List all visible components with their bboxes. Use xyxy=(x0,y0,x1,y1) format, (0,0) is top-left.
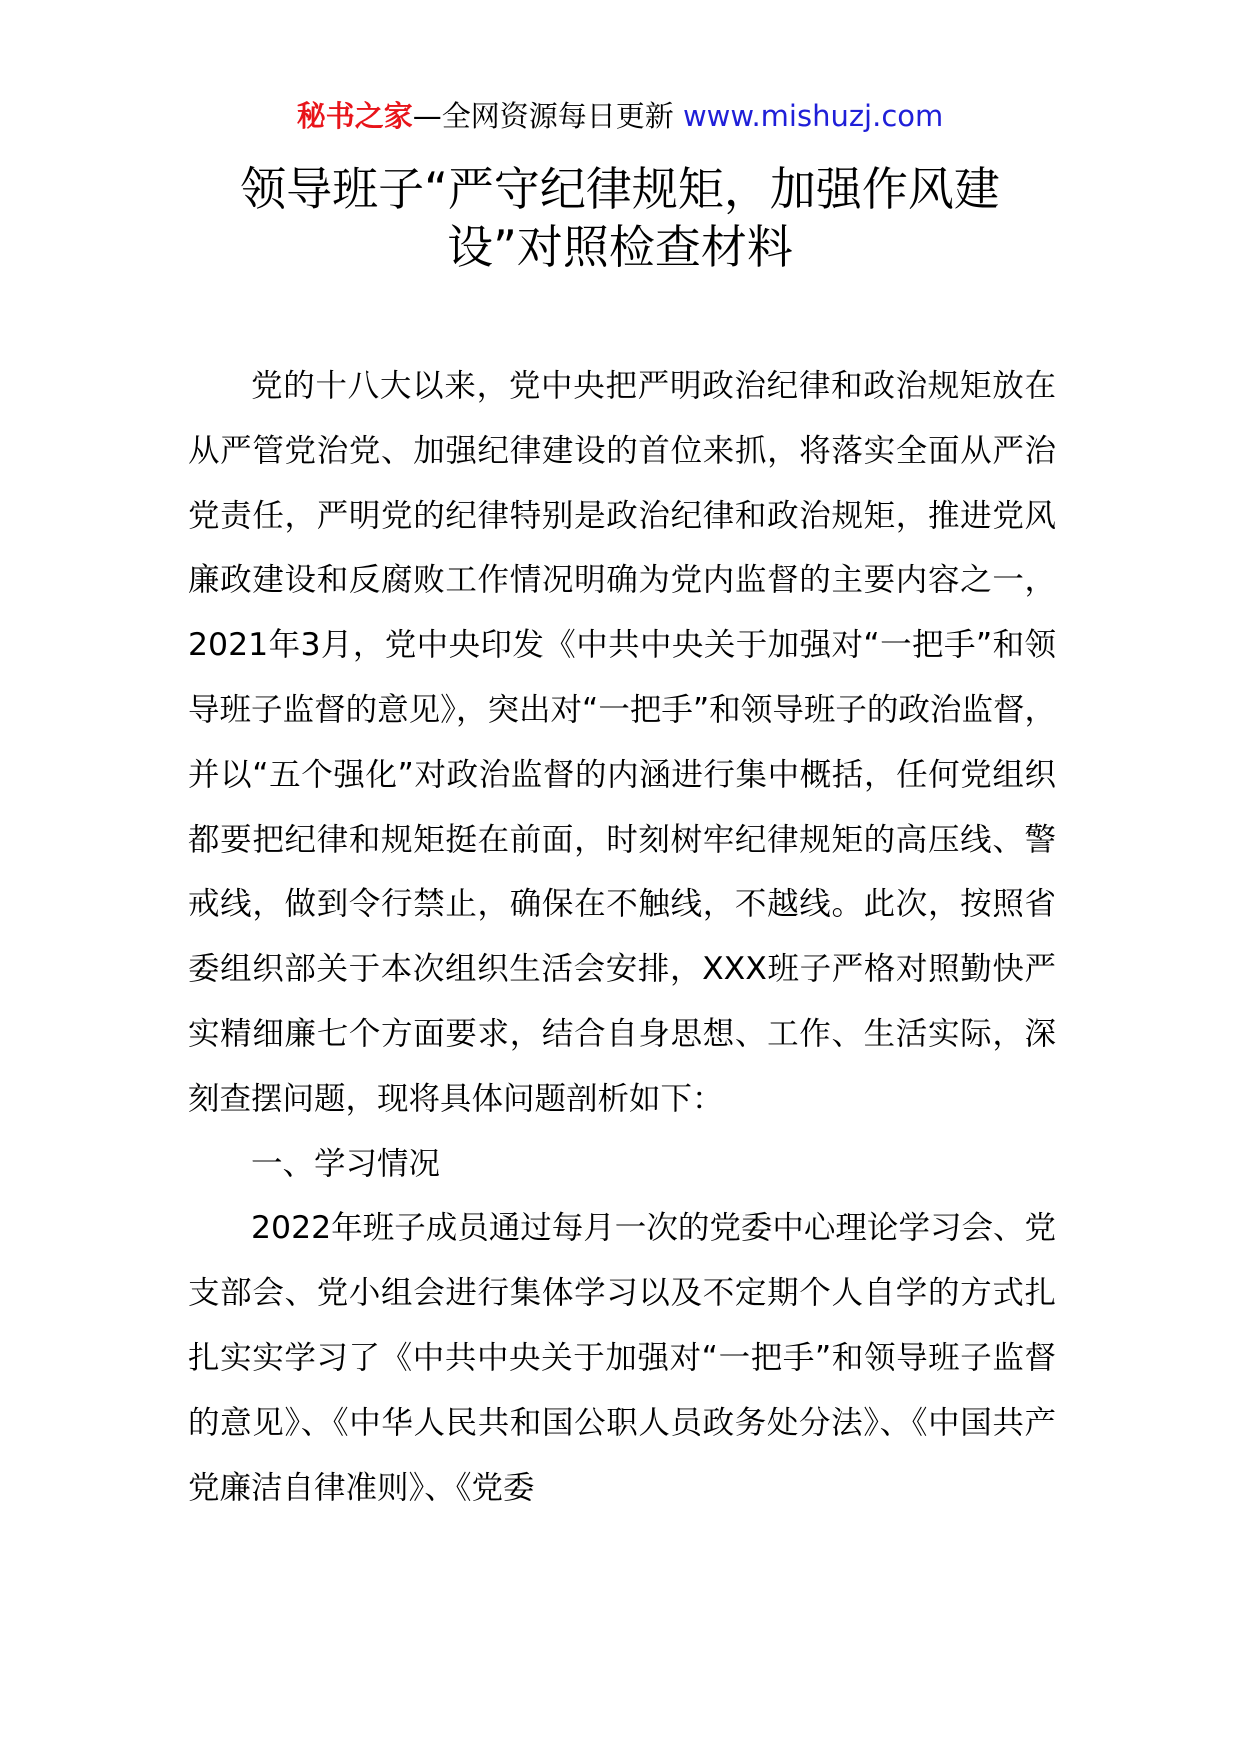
section-heading-study: 一、学习情况 xyxy=(251,1145,441,1182)
document-title xyxy=(0,160,1240,276)
site-url-link[interactable]: www.mishuzj.com xyxy=(682,99,944,133)
site-header xyxy=(0,96,1240,136)
title-line-2: 设”对照检查材料 xyxy=(447,220,793,274)
title-line-1: 领导班子“严守纪律规矩，加强作风建 xyxy=(240,162,1000,216)
body-paragraph-1: 党的十八大以来，党中央把严明政治纪律和政治规矩放在从严管党治党、加强纪律建设的首位来抓，将落实全面从严治党责任，严明党的纪律特别是政治纪律和政治规矩，推进党风廉政建设和反腐败工作情况明确为党内监督的主要内容之一，2021年3月，党中央印发《中共中央关于加强对“一把手”和领导班子监督的意见》，突出对“一把手”和领导班子的政治监督，并以“五个强化”对政治监督的内涵进行集中概括，任何党组织都要把纪律和规矩挺在前面，时刻树牢纪律规矩的高压线、警戒线，做到令行禁止，确保在不触线，不越线。此次，按照省委组织部关于本次组织生活会安排，XXX班子严格对照勤快严实精细廉七个方面要求，结合自身思想、工作、生活实际，深刻查摆问题，现将具体问题剖析如下： xyxy=(188,368,1056,1117)
document-body xyxy=(188,354,1056,1520)
body-paragraph-2: 2022年班子成员通过每月一次的党委中心理论学习会、党支部会、党小组会进行集体学习以及不定期个人自学的方式扎扎实实学习了《中共中央关于加强对“一把手”和领导班子监督的意见》、《中华人民共和国公职人员政务处分法》、《中国共产党廉洁自律准则》、《党委 xyxy=(188,1210,1056,1506)
header-tagline: —全网资源每日更新 xyxy=(412,99,683,133)
brand-name: 秘书之家 xyxy=(296,99,413,133)
